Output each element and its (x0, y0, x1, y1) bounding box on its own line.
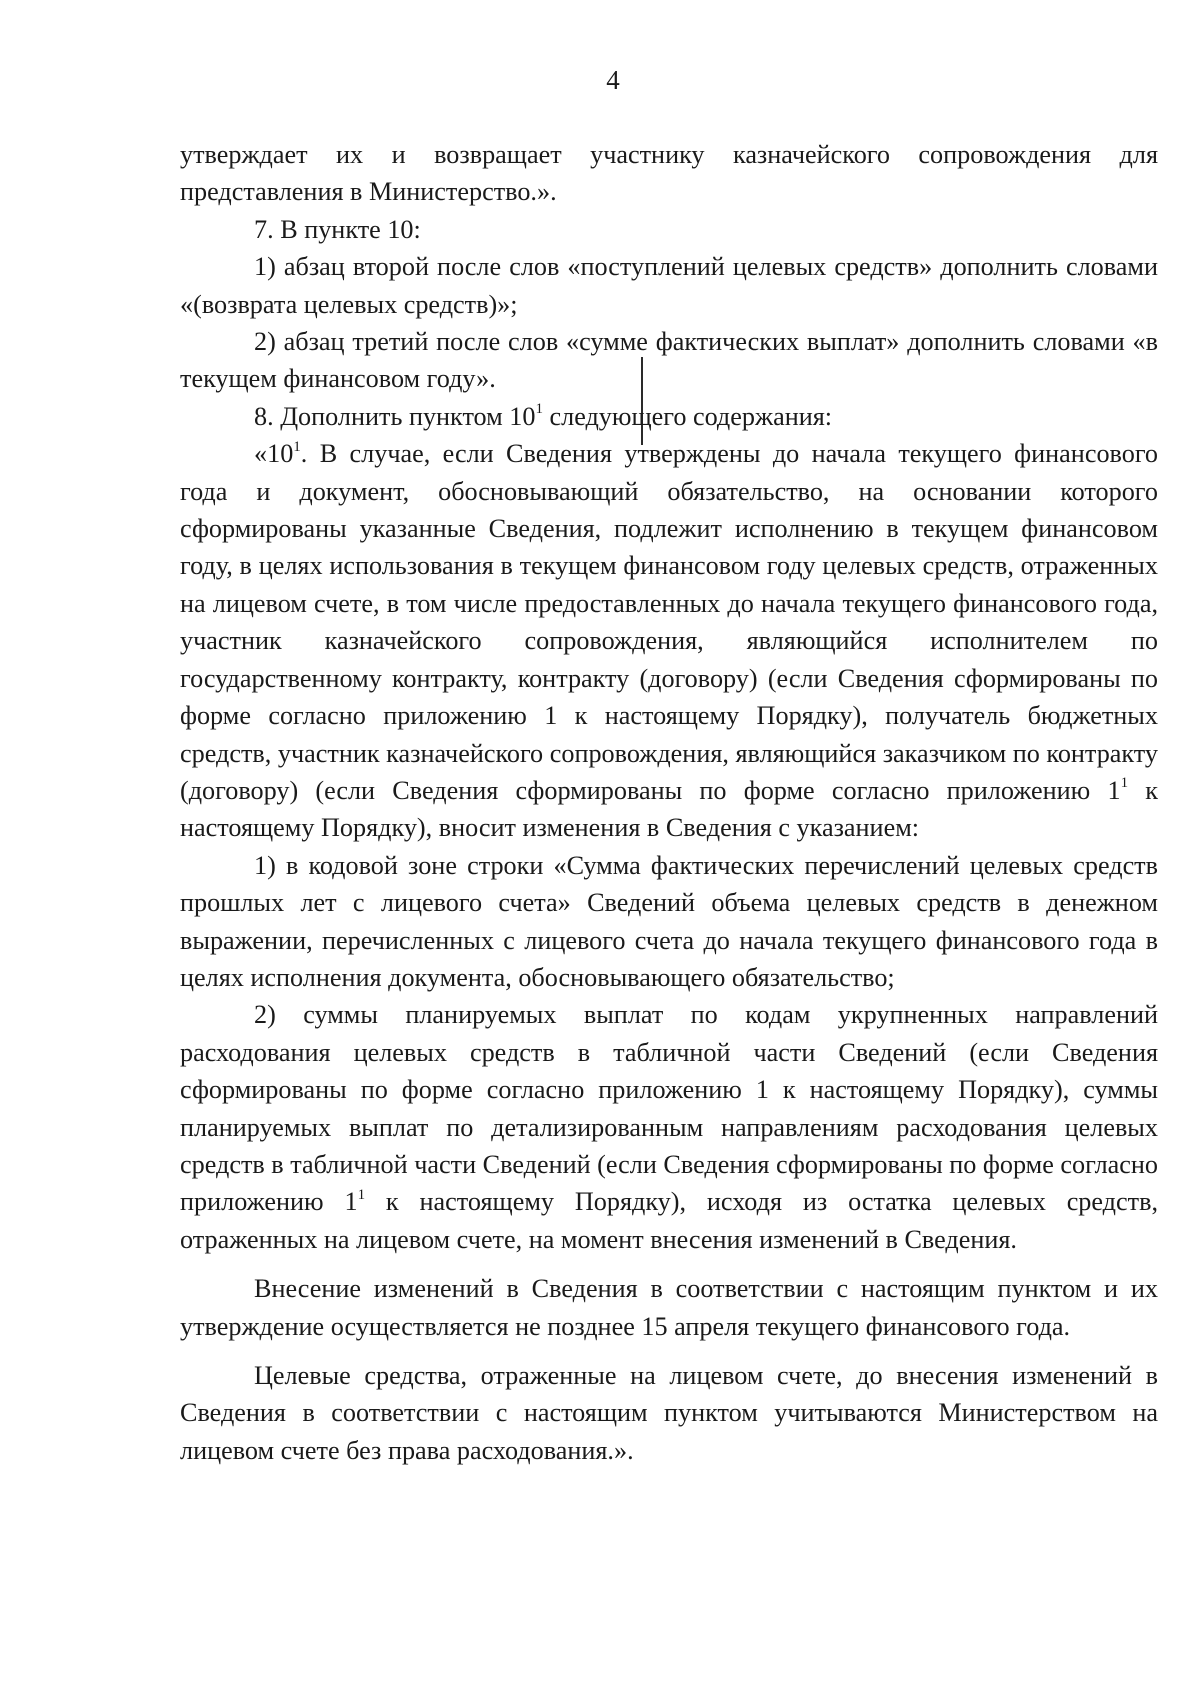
paragraph-item-7: 7. В пункте 10: (254, 214, 421, 244)
document-body (180, 136, 1158, 1469)
superscript: 1 (535, 401, 543, 418)
paragraph-deadline: Внесение изменений в Сведения в соответствии с настоящим пунктом и их утверждение осуществляется не позднее 15 апреля текущего финансового года. (180, 1274, 1158, 1341)
superscript: 1 (357, 1186, 366, 1203)
paragraph-item-7-2: 2) абзац третий после слов «сумме фактических выплат» дополнить словами «в текущем финансовом году». (180, 327, 1158, 394)
paragraph-item-8-text-a: 8. Дополнить пунктом 10 (254, 401, 536, 431)
paragraph-subitem-2-text-b: к настоящему Порядку), исходя из остатка целевых средств, отраженных на лицевом счете, на момент внесения изменений в Сведения. (180, 1187, 1158, 1254)
paragraph-item-10-1-text-a: «10 (254, 439, 294, 469)
paragraph-subitem-2-text-a: 2) суммы планируемых выплат по кодам укрупненных направлений расходования целевых средств в табличной части Сведений (если Сведения сформированы по форме согласно приложению 1 к настоящему Порядку), суммы планируемых выплат по детализированным направлениям расходования целевых средств в табличной части Сведений (если Сведения сформированы по форме согласно приложению 1 (180, 1000, 1158, 1217)
paragraph-item-7-1: 1) абзац второй после слов «поступлений целевых средств» дополнить словами «(возврата целевых средств)»; (180, 252, 1158, 319)
superscript: 1 (1120, 775, 1129, 792)
paragraph-subitem-1: 1) в кодовой зоне строки «Сумма фактических перечислений целевых средств прошлых лет с лицевого счета» Сведений объема целевых средств в денежном выражении, перечисленных с лицевого счета до начала текущего финансового года в целях исполнения документа, обосновывающего обязательство; (180, 850, 1158, 992)
paragraph-item-8-text-b: следующего содержания: (542, 401, 833, 431)
page-number: 4 (606, 65, 620, 95)
paragraph-item-10-1-text-c: к настоящему Порядку), вносит изменения в Сведения с указанием: (180, 775, 1158, 843)
paragraph-item-10-1 (180, 435, 1158, 846)
paragraph-item-10-1-text-b: . В случае, если Сведения утверждены до начала текущего финансового года и документ, обосновывающий обязательство, на основании которого сформированы указанные Сведения, подлежит исполнению в текущем финансовом году, в целях использования в текущем финансовом году целевых средств, отраженных на лицевом счете, в том числе предоставленных до начала текущего финансового года, участник казначейского сопровождения, являющийся исполнителем по государственному контракту, контракту (договору) (если Сведения сформированы по форме согласно приложению 1 к настоящему Порядку), получатель бюджетных средств, участник казначейского сопровождения, являющийся заказчиком по контракту (договору) (если Сведения сформированы по форме согласно приложению 1 (180, 439, 1158, 805)
paragraph-subitem-2 (180, 996, 1158, 1258)
superscript: 1 (293, 438, 301, 455)
paragraph-final: Целевые средства, отраженные на лицевом счете, до внесения изменений в Сведения в соответствии с настоящим пунктом учитываются Министерством на лицевом счете без права расходования.». (180, 1361, 1158, 1465)
paragraph-1: утверждает их и возвращает участнику казначейского сопровождения для представления в Министерство.». (180, 140, 1158, 207)
paragraph-item-8 (180, 398, 1158, 435)
